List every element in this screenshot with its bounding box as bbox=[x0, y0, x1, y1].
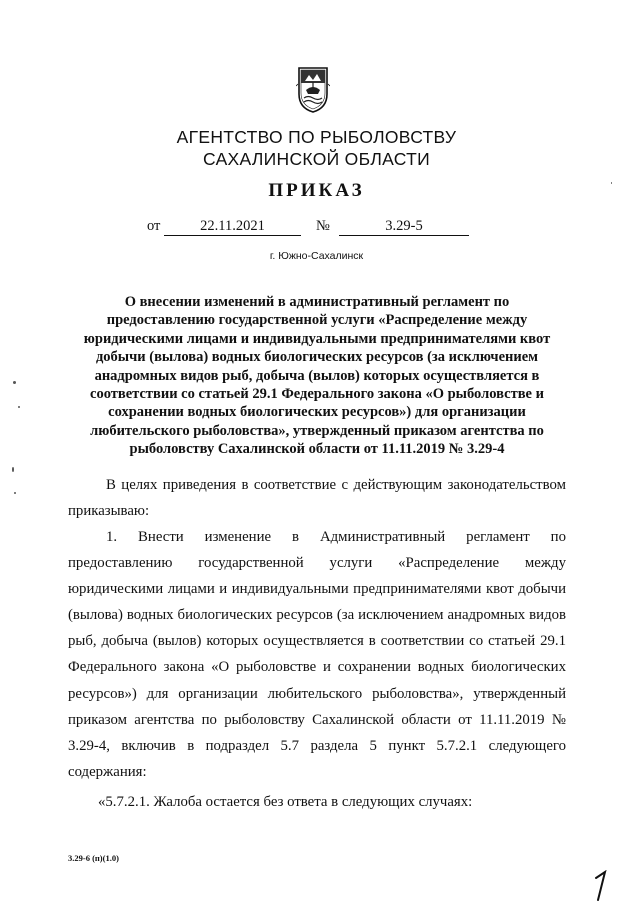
scan-speck bbox=[611, 182, 612, 184]
order-title: ПРИКАЗ bbox=[268, 180, 365, 201]
paragraph-item-1: 1. Внести изменение в Административный регламент по предоставлению государственной услуги «Распределение между юридическими лицами и индивидуальными предпринимателями квот добычи (вылова) водных биологических ресурсов (за исключением анадромных видов рыб, добыча (вылов) которых осуществляется в соответствии со статьей 29.1 Федерального закона «О рыболовстве и сохранении водных биологических ресурсов») для организации любительского рыболовства», утвержденный приказом агентства по рыболовству Сахалинской области от 11.11.2019 № 3.29-4, включив в подраздел 5.7 раздела 5 пункт 5.7.2.1 следующего содержания: bbox=[68, 529, 566, 780]
order-number: 3.29-5 bbox=[339, 218, 469, 236]
scan-speck bbox=[12, 467, 14, 472]
coat-of-arms-icon bbox=[296, 64, 330, 114]
scan-speck bbox=[13, 381, 16, 384]
agency-name-line1: АГЕНТСТВО ПО РЫБОЛОВСТВУ bbox=[176, 127, 457, 147]
city: г. Южно-Сахалинск bbox=[269, 250, 364, 262]
scan-speck bbox=[14, 492, 16, 494]
order-date-label: от bbox=[147, 218, 161, 234]
scan-speck bbox=[18, 406, 20, 408]
order-number-label: № bbox=[316, 218, 330, 234]
handwritten-page-mark bbox=[590, 870, 612, 902]
order-heading: О внесении изменений в административный регламент по предоставлению государственной услуги «Распределение между юридическими лицами и индивидуальными предпринимателями квот добычи (вылова) водных биологических ресурсов (за исключением анадромных видов рыб, добыча (вылов) которых осуществляется в соответствии со статьей 29.1 Федерального закона «О рыболовстве и сохранении водных биологических ресурсов») для организации любительского рыболовства», утвержденный приказом агентства по рыболовству Сахалинской области от 11.11.2019 № 3.29-4 bbox=[83, 294, 551, 458]
order-date: 22.11.2021 bbox=[164, 218, 301, 236]
agency-name-line2: САХАЛИНСКОЙ ОБЛАСТИ bbox=[203, 149, 430, 169]
paragraph-quote: «5.7.2.1. Жалоба остается без ответа в следующих случаях: bbox=[98, 794, 473, 810]
document-code: 3.29-6 (п)(1.0) bbox=[68, 853, 119, 863]
paragraph-preamble: В целях приведения в соответствие с действующим законодательством приказываю: bbox=[68, 477, 566, 520]
